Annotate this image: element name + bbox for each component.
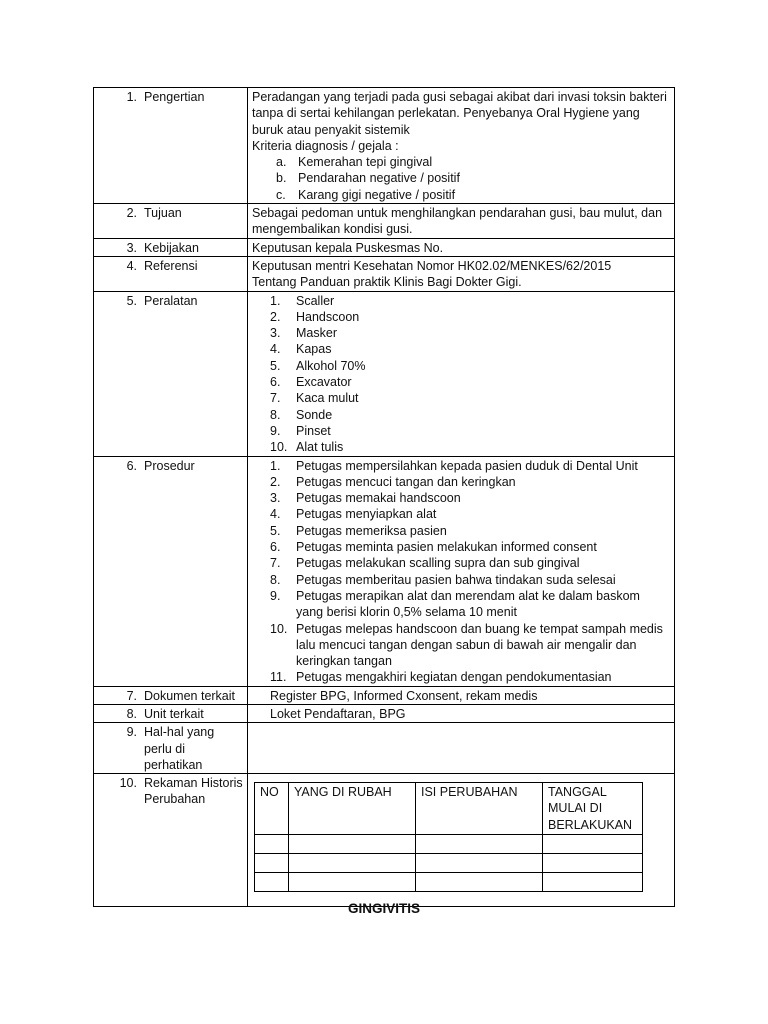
- row-number: 6.: [126, 458, 137, 473]
- row-prosedur: [94, 456, 675, 686]
- sop-document: [93, 87, 675, 907]
- column-header: ISI PERUBAHAN: [416, 783, 543, 835]
- table-cell: [543, 835, 643, 854]
- table-cell: [289, 854, 416, 873]
- purpose-text: Sebagai pedoman untuk menghilangkan pendarahan gusi, bau mulut, dan mengembalikan kondisi gusi.: [248, 204, 675, 239]
- row-peralatan: [94, 291, 675, 456]
- list-item: 8. Petugas memberitau pasien bahwa tindakan suda selesai: [270, 572, 616, 587]
- row-referensi: [94, 256, 675, 291]
- row-number: 5.: [126, 293, 137, 308]
- table-cell: [255, 854, 289, 873]
- list-item: 7. Petugas melakukan scalling supra dan sub gingival: [270, 556, 580, 571]
- row-number: 3.: [126, 240, 137, 255]
- units-text: Loket Pendaftaran, BPG: [270, 706, 406, 721]
- table-cell: [543, 873, 643, 892]
- row-label: Kebijakan: [144, 240, 199, 255]
- notes-text: [248, 723, 675, 774]
- sop-table: [93, 87, 675, 907]
- row-halhal: [94, 723, 675, 774]
- row-unit: [94, 704, 675, 722]
- history-header-row: [255, 783, 643, 835]
- equipment-list: [252, 293, 670, 456]
- list-item: a. Kemerahan tepi gingival: [276, 155, 433, 170]
- reference-line: Tentang Panduan praktik Klinis Bagi Dokter Gigi.: [252, 275, 522, 290]
- list-item: 6. Petugas meminta pasien melakukan informed consent: [270, 540, 597, 555]
- row-rekaman: [94, 774, 675, 907]
- table-cell: [416, 854, 543, 873]
- row-label: Dokumen terkait: [144, 688, 236, 703]
- row-number: 4.: [126, 258, 137, 273]
- list-item: 7. Kaca mulut: [270, 391, 359, 406]
- list-item: 8. Sonde: [270, 407, 333, 422]
- list-item: 6. Excavator: [270, 375, 352, 390]
- criteria-list: [252, 154, 670, 203]
- column-header: YANG DI RUBAH: [289, 783, 416, 835]
- row-number: 1.: [126, 90, 137, 104]
- reference-line: Keputusan mentri Kesehatan Nomor HK02.02/MENKES/62/2015: [252, 258, 612, 273]
- row-label: Referensi: [144, 258, 198, 273]
- list-item: 5. Alkohol 70%: [270, 358, 366, 373]
- procedure-list: [252, 458, 670, 686]
- row-label: Pengertian: [144, 90, 205, 104]
- row-label: Tujuan: [144, 206, 182, 221]
- list-item: 2. Petugas mencuci tangan dan keringkan: [270, 474, 516, 489]
- list-item: 10. Alat tulis: [270, 440, 344, 455]
- row-dokumen: [94, 686, 675, 704]
- table-row: [255, 854, 643, 873]
- column-header: TANGGAL MULAI DI BERLAKUKAN: [543, 783, 643, 835]
- list-item: 9. Petugas merapikan alat dan merendam alat ke dalam baskom yang berisi klorin 0,5% selama 10 menit: [270, 588, 640, 620]
- row-label: Unit terkait: [144, 706, 204, 721]
- row-label: Hal-hal yang perlu di perhatikan: [144, 725, 215, 772]
- row-kebijakan: [94, 238, 675, 256]
- list-item: 4. Petugas menyiapkan alat: [270, 507, 437, 522]
- row-label: Prosedur: [144, 458, 195, 473]
- row-number: 8.: [126, 706, 137, 721]
- policy-text: Keputusan kepala Puskesmas No.: [248, 238, 675, 256]
- list-item: 4. Kapas: [270, 342, 332, 357]
- table-cell: [416, 835, 543, 854]
- table-cell: [289, 835, 416, 854]
- row-number: 2.: [126, 206, 137, 221]
- list-item: b. Pendarahan negative / positif: [276, 171, 460, 186]
- column-header: NO: [255, 783, 289, 835]
- table-cell: [416, 873, 543, 892]
- list-item: 9. Pinset: [270, 423, 331, 438]
- table-cell: [543, 854, 643, 873]
- table-row: [255, 835, 643, 854]
- table-cell: [289, 873, 416, 892]
- list-item: 1. Petugas mempersilahkan kepada pasien duduk di Dental Unit: [270, 458, 638, 473]
- definition-text: Peradangan yang terjadi pada gusi sebagai akibat dari invasi toksin bakteri tanpa di sertai kehilangan perlekatan. Penyebanya Oral Hygiene yang buruk atau penyakit sistemik: [252, 90, 667, 137]
- list-item: 2. Handscoon: [270, 309, 360, 324]
- row-number: 9.: [126, 725, 137, 740]
- document-title: GINGIVITIS: [347, 901, 420, 916]
- list-item: c. Karang gigi negative / positif: [276, 187, 456, 202]
- list-item: 3. Petugas memakai handscoon: [270, 491, 461, 506]
- list-item: 1. Scaller: [270, 293, 335, 308]
- row-pengertian: [94, 88, 675, 204]
- list-item: 11. Petugas mengakhiri kegiatan dengan pendokumentasian: [270, 670, 612, 685]
- table-row: [255, 873, 643, 892]
- list-item: 10. Petugas melepas handscoon dan buang ke tempat sampah medis lalu mencuci tangan dengan sabun di bawah air mengalir dan keringkan tangan: [270, 621, 663, 669]
- row-label: Peralatan: [144, 293, 198, 308]
- table-cell: [255, 835, 289, 854]
- row-label: Rekaman Historis Perubahan: [144, 776, 243, 807]
- table-cell: [255, 873, 289, 892]
- documents-text: Register BPG, Informed Cxonsent, rekam medis: [270, 688, 538, 703]
- list-item: 3. Masker: [270, 326, 337, 341]
- row-number: 7.: [126, 688, 137, 703]
- row-tujuan: [94, 204, 675, 239]
- row-number: 10.: [119, 776, 137, 791]
- criteria-title: Kriteria diagnosis / gejala :: [252, 138, 399, 153]
- history-table: [254, 782, 643, 892]
- list-item: 5. Petugas memeriksa pasien: [270, 523, 447, 538]
